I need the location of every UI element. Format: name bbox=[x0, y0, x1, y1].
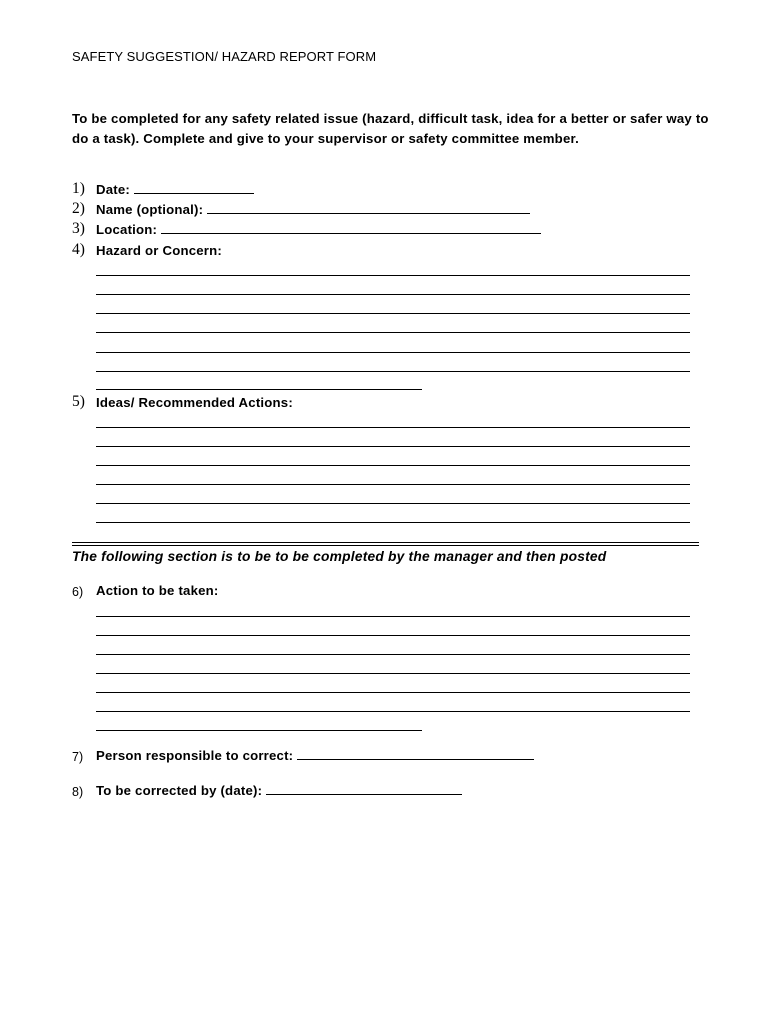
name-field[interactable] bbox=[96, 202, 530, 217]
write-line[interactable] bbox=[96, 332, 690, 333]
manager-section-note: The following section is to be to be completed by the manager and then posted bbox=[72, 549, 607, 564]
write-line[interactable] bbox=[96, 616, 690, 617]
write-line[interactable] bbox=[96, 465, 690, 466]
item-number: 4) bbox=[72, 241, 85, 258]
form-title: SAFETY SUGGESTION/ HAZARD REPORT FORM bbox=[72, 49, 377, 64]
write-line[interactable] bbox=[96, 673, 690, 674]
write-line[interactable] bbox=[96, 294, 690, 295]
write-line[interactable] bbox=[96, 389, 422, 390]
item-number: 7) bbox=[72, 750, 84, 764]
write-line[interactable] bbox=[96, 352, 690, 353]
corrected-by-blank[interactable] bbox=[266, 783, 462, 795]
write-line[interactable] bbox=[96, 635, 690, 636]
write-line[interactable] bbox=[96, 522, 690, 523]
item-number: 5) bbox=[72, 393, 85, 410]
date-blank[interactable] bbox=[134, 182, 254, 194]
write-line[interactable] bbox=[96, 275, 690, 276]
date-label: Date: bbox=[96, 182, 130, 197]
write-line[interactable] bbox=[96, 503, 690, 504]
write-line[interactable] bbox=[96, 313, 690, 314]
item-number: 3) bbox=[72, 220, 85, 237]
ideas-label: Ideas/ Recommended Actions: bbox=[96, 395, 293, 410]
corrected-by-field[interactable] bbox=[96, 783, 462, 798]
write-line[interactable] bbox=[96, 484, 690, 485]
responsible-blank[interactable] bbox=[297, 748, 534, 760]
form-instructions: To be completed for any safety related issue (hazard, difficult task, idea for a better or safer way to do a task). Complete and give to your supervisor or safety committee member. bbox=[72, 111, 709, 146]
item-number: 1) bbox=[72, 180, 85, 197]
write-line[interactable] bbox=[96, 692, 690, 693]
date-field[interactable] bbox=[96, 182, 254, 197]
corrected-by-label: To be corrected by (date): bbox=[96, 783, 263, 798]
write-line[interactable] bbox=[96, 711, 690, 712]
item-number: 2) bbox=[72, 200, 85, 217]
location-field[interactable] bbox=[96, 222, 541, 237]
location-label: Location: bbox=[96, 222, 158, 237]
write-line[interactable] bbox=[96, 427, 690, 428]
item-number: 6) bbox=[72, 585, 84, 599]
section-divider bbox=[72, 542, 699, 543]
responsible-label: Person responsible to correct: bbox=[96, 748, 294, 763]
write-line[interactable] bbox=[96, 446, 690, 447]
write-line[interactable] bbox=[96, 654, 690, 655]
item-number: 8) bbox=[72, 785, 84, 799]
hazard-label: Hazard or Concern: bbox=[96, 243, 222, 258]
responsible-field[interactable] bbox=[96, 748, 534, 763]
write-line[interactable] bbox=[96, 730, 422, 731]
write-line[interactable] bbox=[96, 371, 690, 372]
name-blank[interactable] bbox=[207, 202, 530, 214]
action-label: Action to be taken: bbox=[96, 583, 219, 598]
location-blank[interactable] bbox=[161, 222, 541, 234]
name-label: Name (optional): bbox=[96, 202, 204, 217]
section-divider bbox=[72, 545, 699, 546]
